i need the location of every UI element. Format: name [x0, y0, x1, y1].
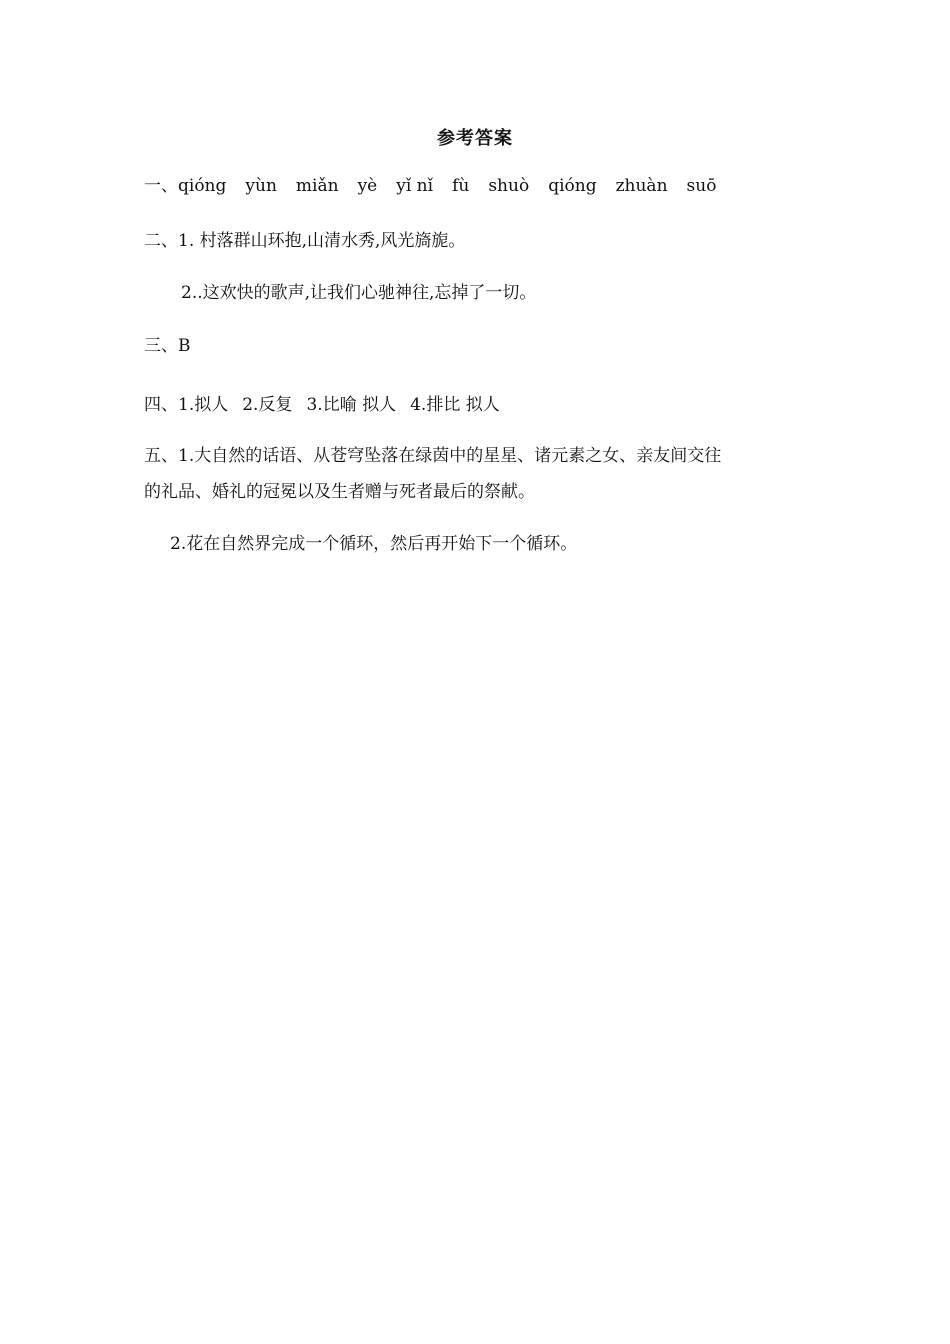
section-4-item: 3.比喻 拟人: [306, 395, 397, 415]
section-4-answers: [144, 393, 500, 417]
pinyin-answer: shuò: [488, 176, 530, 196]
pinyin-answer: yè: [357, 176, 378, 196]
section-5-answer-1-line-1: 五、1.大自然的话语、从苍穹坠落在绿茵中的星星、诸元素之女、亲友间交往: [144, 446, 722, 466]
section-2-answer-2: 2..这欢快的歌声,让我们心驰神往,忘掉了一切。: [181, 283, 537, 303]
pinyin-answer: miǎn: [295, 176, 339, 196]
section-1-prefix: 一、: [144, 176, 178, 196]
pinyin-answer: qióng: [548, 176, 597, 196]
section-3-answer: 三、B: [144, 336, 191, 356]
pinyin-answer: zhuàn: [615, 176, 668, 196]
section-4-item: 4.排比 拟人: [410, 395, 500, 415]
pinyin-answer: fù: [452, 176, 470, 196]
pinyin-answer: yùn: [245, 176, 277, 196]
pinyin-answer: suō: [686, 176, 717, 196]
section-4-item: 1.拟人: [178, 395, 229, 415]
pinyin-answer: qióng: [178, 176, 227, 196]
section-2-answer-1: 二、1. 村落群山环抱,山清水秀,风光旖旎。: [144, 231, 466, 251]
section-1-pinyin-answers: [144, 174, 716, 198]
section-5-answer-1-line-2: 的礼品、婚礼的冠冕以及生者赠与死者最后的祭献。: [144, 482, 535, 502]
section-5-answer-2: 2.花在自然界完成一个循环，然后再开始下一个循环。: [170, 534, 578, 554]
section-4-item: 2.反复: [242, 395, 293, 415]
pinyin-answer: yǐ nǐ: [396, 176, 434, 196]
page-title: 参考答案: [437, 128, 513, 149]
section-4-prefix: 四、: [144, 395, 178, 415]
